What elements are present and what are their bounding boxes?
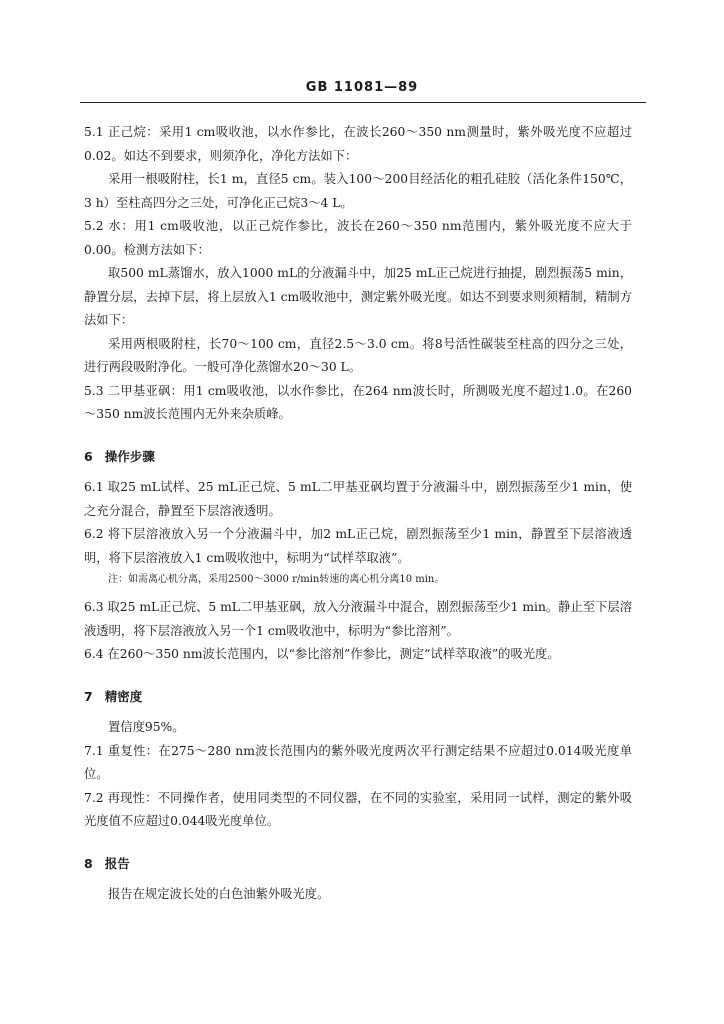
section-title: 报告	[104, 855, 130, 871]
section-6-heading	[84, 445, 632, 469]
clause-5-1-method: 采用一根吸附柱，长1 m，直径5 cm。装入100～200目经活化的粗孔硅胶（活化条件150℃，3 h）至柱高四分之三处，可净化正己烷3～4 L。	[84, 172, 632, 210]
clause-6-1: 6.1 取25 mL试样、25 mL正己烷、5 mL二甲基亚砜均置于分液漏斗中，剧烈振荡至少1 min，使之充分混合，静置至下层溶液透明。	[84, 480, 632, 518]
standard-code-header: GB 11081—89	[305, 80, 419, 95]
clause-5-2-purify: 采用两根吸附柱，长70～100 cm，直径2.5～3.0 cm。将8号活性碳装至柱高的四分之三处，进行两段吸附净化。一般可净化蒸馏水20～30 L。	[84, 336, 632, 374]
clause-5-1: 5.1 正己烷：采用1 cm吸收池，以水作参比，在波长260～350 nm测量时，紫外吸光度不应超过0.02。如达不到要求，则须净化，净化方法如下：	[84, 125, 632, 163]
clause-6-2: 6.2 将下层溶液放入另一个分液漏斗中，加2 mL正己烷，剧烈振荡至少1 min，静置至下层溶液透明，将下层溶液放入1 cm吸收池中，标明为“试样萃取液”。	[84, 527, 632, 565]
clause-5-2-test: 取500 mL蒸馏水，放入1000 mL的分液漏斗中，加25 mL正己烷进行抽提，剧烈振荡5 min，静置分层，去掉下层，将上层放入1 cm吸收池中，测定紫外吸光度。如达不到要求则须精制，精制方法如下：	[84, 266, 632, 327]
confidence-level: 置信度95%。	[108, 720, 185, 734]
header-rule	[80, 102, 646, 103]
note: 注：如需离心机分离，采用2500～3000 r/min转速的离心机分离10 min。	[108, 574, 445, 585]
clause-7-2: 7.2 再现性：不同操作者，使用同类型的不同仪器，在不同的实验室，采用同一试样，测定的紫外吸光度值不应超过0.044吸光度单位。	[84, 790, 632, 828]
section-7-heading	[84, 685, 632, 709]
report-text: 报告在规定波长处的白色油紫外吸光度。	[108, 887, 330, 901]
clause-6-4: 6.4 在260～350 nm波长范围内，以“参比溶剂”作参比，测定“试样萃取液”的吸光度。	[84, 647, 560, 661]
clause-7-1: 7.1 重复性：在275～280 nm波长范围内的紫外吸光度两次平行测定结果不应超过0.014吸光度单位。	[84, 743, 632, 781]
section-number: 6	[84, 448, 93, 464]
section-title: 精密度	[104, 688, 143, 704]
section-number: 8	[84, 855, 93, 871]
section-title: 操作步骤	[104, 448, 155, 464]
section-number: 7	[84, 688, 93, 704]
clause-5-2: 5.2 水：用1 cm吸收池，以正己烷作参比，波长在260～350 nm范围内，紫外吸光度不应大于0.00。检测方法如下：	[84, 219, 632, 257]
clause-6-3: 6.3 取25 mL正己烷、5 mL二甲基亚砜，放入分液漏斗中混合，剧烈振荡至少1 min。静止至下层溶液透明，将下层溶液放入另一个1 cm吸收池中，标明为“参比溶剂”。	[84, 600, 632, 638]
section-8-heading	[84, 852, 632, 876]
clause-5-3: 5.3 二甲基亚砜：用1 cm吸收池，以水作参比，在264 nm波长时，所测吸光度不超过1.0。在260～350 nm波长范围内无外来杂质峰。	[84, 383, 632, 421]
document-body	[84, 121, 632, 907]
